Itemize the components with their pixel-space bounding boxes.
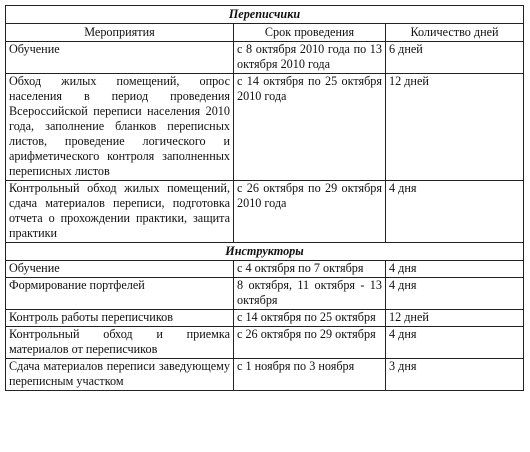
- period-cell: с 26 октября по 29 октября 2010 года: [234, 181, 386, 243]
- activity-cell: Обход жилых помещений, опрос населения в период проведения Всероссийской переписи населения 2010 года, заполнение бланков переписных листов, проведение логического и арифметического контроля заполненных переписных листов: [6, 74, 234, 181]
- period-cell: с 4 октября по 7 октября: [234, 261, 386, 278]
- period-cell: с 14 октября по 25 октября: [234, 310, 386, 327]
- table-row: [6, 327, 524, 359]
- section-header-enumerators: [6, 6, 524, 24]
- days-cell: 4 дня: [386, 327, 524, 359]
- period-cell: 8 октября, 11 октября - 13 октября: [234, 278, 386, 310]
- days-cell: 3 дня: [386, 359, 524, 391]
- period-cell: с 1 ноября по 3 ноября: [234, 359, 386, 391]
- days-cell: 12 дней: [386, 74, 524, 181]
- header-days: Количество дней: [386, 24, 524, 42]
- table-row: [6, 42, 524, 74]
- header-activities: Мероприятия: [6, 24, 234, 42]
- table-row: [6, 261, 524, 278]
- activity-cell: Формирование портфелей: [6, 278, 234, 310]
- table-row: [6, 310, 524, 327]
- period-cell: с 14 октября по 25 октября 2010 года: [234, 74, 386, 181]
- column-headers: [6, 24, 524, 42]
- table-row: [6, 359, 524, 391]
- days-cell: 4 дня: [386, 278, 524, 310]
- activity-cell: Контрольный обход и приемка материалов от переписчиков: [6, 327, 234, 359]
- activity-cell: Сдача материалов переписи заведующему переписным участком: [6, 359, 234, 391]
- period-cell: с 8 октября 2010 года по 13 октября 2010 года: [234, 42, 386, 74]
- period-cell: с 26 октября по 29 октября: [234, 327, 386, 359]
- activity-cell: Обучение: [6, 42, 234, 74]
- days-cell: 6 дней: [386, 42, 524, 74]
- table-row: [6, 278, 524, 310]
- header-period: Срок проведения: [234, 24, 386, 42]
- section-title: Инструкторы: [6, 243, 524, 261]
- schedule-table-container: [5, 5, 524, 391]
- table-row: [6, 181, 524, 243]
- section-header-instructors: [6, 243, 524, 261]
- activity-cell: Контроль работы переписчиков: [6, 310, 234, 327]
- table-row: [6, 74, 524, 181]
- days-cell: 4 дня: [386, 181, 524, 243]
- days-cell: 12 дней: [386, 310, 524, 327]
- activity-cell: Обучение: [6, 261, 234, 278]
- schedule-table: [5, 5, 524, 391]
- days-cell: 4 дня: [386, 261, 524, 278]
- section-title: Переписчики: [6, 6, 524, 24]
- activity-cell: Контрольный обход жилых помещений, сдача материалов переписи, подготовка отчета о прохождении практики, защита практики: [6, 181, 234, 243]
